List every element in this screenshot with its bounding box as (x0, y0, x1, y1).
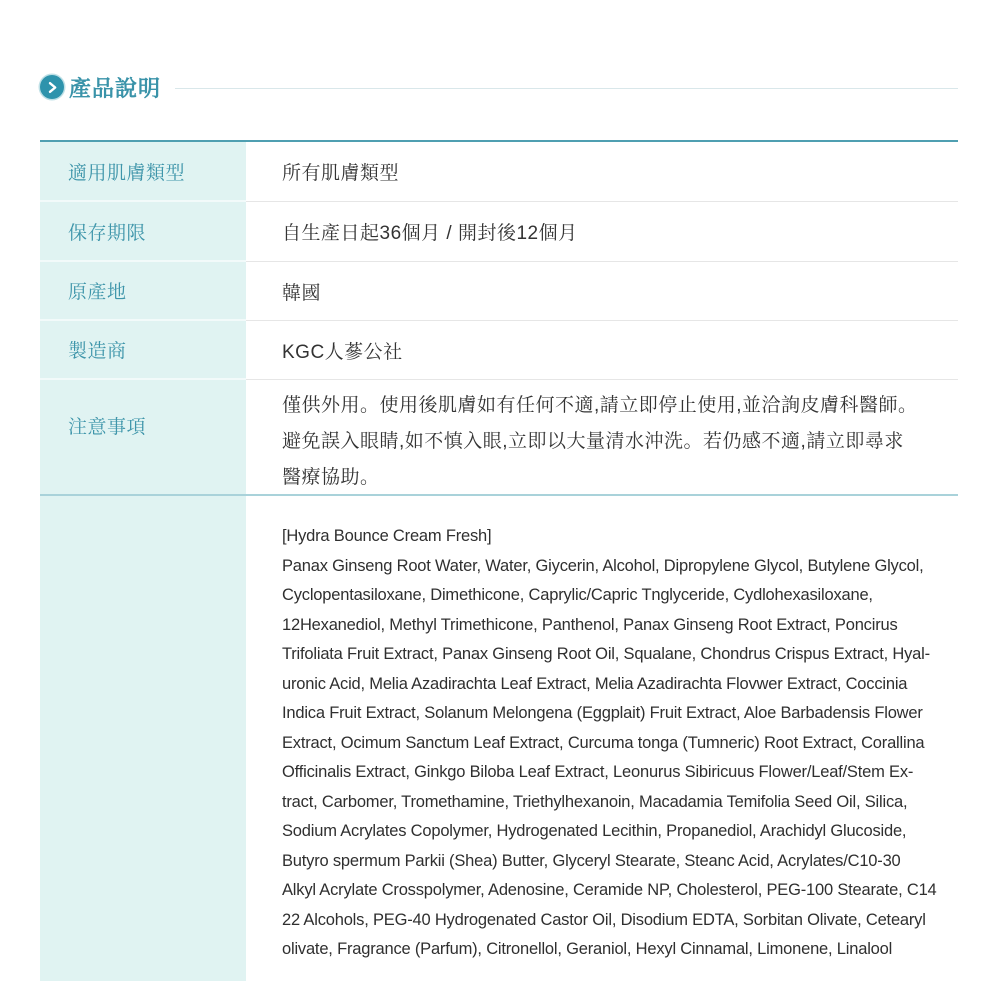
ingredient-line: uronic Acid, Melia Azadirachta Leaf Extract, Melia Azadirachta Flovwer Extract, Coccinia (282, 674, 908, 693)
ingredient-line: Alkyl Acrylate Crosspolymer, Adenosine, Ceramide NP, Cholesterol, PEG-100 Stearate, C14 (282, 881, 937, 899)
ingredient-line: [Hydra Bounce Cream Fresh] (282, 527, 492, 545)
ingredient-line: Officinalis Extract, Ginkgo Biloba Leaf Extract, Leonurus Sibiricuus Flower/Leaf/Stem Ex- (282, 763, 914, 781)
ingredient-line: Panax Ginseng Root Water, Water, Giycerin, Alcohol, Dipropylene Glycol, Butylene Glycol, (282, 556, 924, 575)
ingredient-line: Sodium Acrylates Copolymer, Hydrogenated Lecithin, Propanediol, Arachidyl Glucoside, (282, 822, 907, 840)
ingredients-list (246, 494, 958, 981)
spec-label-skin-type: 適用肌膚類型 (40, 142, 246, 202)
precaution-line: 避免誤入眼睛,如不慎入眼,立即以大量清水沖洗。若仍感不適,請立即尋求 (282, 431, 904, 452)
spec-value-skin-type: 所有肌膚類型 (246, 142, 958, 202)
ingredient-line: olivate, Fragrance (Parfum), Citronellol, Geraniol, Hexyl Cinnamal, Limonene, Linalool (282, 940, 893, 958)
spec-label-precautions: 注意事項 (40, 380, 246, 494)
precaution-line: 醫療協助。 (282, 467, 380, 488)
spec-label-origin: 原產地 (40, 262, 246, 321)
ingredient-line: tract, Carbomer, Tromethamine, Triethylhexanoin, Macadamia Temifolia Seed Oil, Silica, (282, 792, 908, 811)
chevron-right-circle-icon (40, 75, 64, 99)
ingredient-line: Butyro spermum Parkii (Shea) Butter, Glyceryl Stearate, Steanc Acid, Acrylates/C10-30 (282, 851, 901, 870)
spec-table (40, 140, 958, 981)
spec-value-manufacturer: KGC人蔘公社 (246, 321, 958, 380)
spec-label-manufacturer: 製造商 (40, 321, 246, 380)
ingredients-label-cell (40, 494, 246, 981)
ingredient-line: Indica Fruit Extract, Solanum Melongena (Eggplait) Fruit Extract, Aloe Barbadensis Flower (282, 704, 923, 722)
product-description-section (40, 74, 958, 981)
precaution-line: 僅供外用。使用後肌膚如有任何不適,請立即停止使用,並洽詢皮膚科醫師。 (282, 395, 918, 416)
spec-value-precautions (246, 380, 958, 494)
header-divider (175, 88, 958, 89)
spec-value-origin: 韓國 (246, 262, 958, 321)
spec-value-shelf-life: 自生產日起36個月 / 開封後12個月 (246, 202, 958, 262)
spec-label-shelf-life: 保存期限 (40, 202, 246, 262)
ingredient-line: 22 Alcohols, PEG-40 Hydrogenated Castor Oil, Disodium EDTA, Sorbitan Olivate, Cetearyl (282, 910, 926, 929)
section-header (40, 74, 958, 100)
section-title: 產品說明 (69, 75, 162, 101)
ingredient-line: 12Hexanediol, Methyl Trimethicone, Panthenol, Panax Ginseng Root Extract, Poncirus (282, 615, 898, 634)
ingredient-line: Extract, Ocimum Sanctum Leaf Extract, Curcuma tonga (Tumneric) Root Extract, Corallina (282, 733, 925, 752)
ingredient-line: Trifoliata Fruit Extract, Panax Ginseng Root Oil, Squalane, Chondrus Crispus Extract, Hyal- (282, 645, 930, 663)
ingredient-line: Cyclopentasiloxane, Dimethicone, Caprylic/Capric Tnglyceride, Cydlohexasiloxane, (282, 586, 873, 604)
